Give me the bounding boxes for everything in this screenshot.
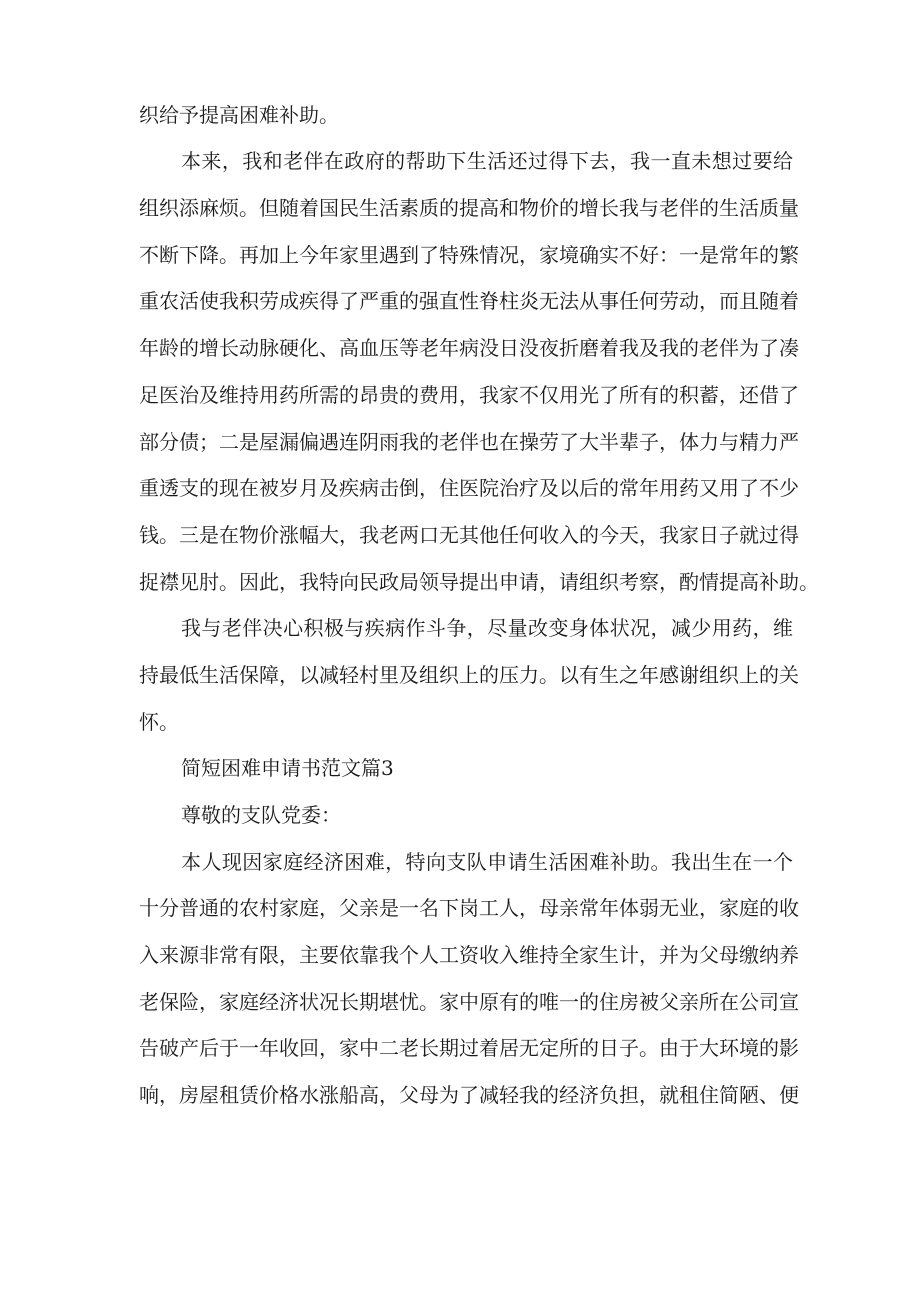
text-line: 钱。三是在物价涨幅大，我老两口无其他任何收入的今天，我家日子就过得 xyxy=(139,523,799,547)
text-line: 持最低生活保障，以减轻村里及组织上的压力。以有生之年感谢组织上的关 xyxy=(139,663,799,687)
salutation: 尊敬的支队党委： xyxy=(181,803,341,827)
text-line: 年龄的增长动脉硬化、高血压等老年病没日没夜折磨着我及我的老伴为了凑 xyxy=(139,336,799,360)
text-line: 足医治及维持用药所需的昂贵的费用，我家不仅用光了所有的积蓄，还借了 xyxy=(139,383,799,407)
paragraph-first-line: 我与老伴决心积极与疾病作斗争，尽量改变身体状况，减少用药，维 xyxy=(181,616,793,640)
text-line: 织给予提高困难补助。 xyxy=(139,103,339,127)
text-line: 不断下降。再加上今年家里遇到了特殊情况，家境确实不好：一是常年的繁 xyxy=(139,243,799,267)
text-line: 十分普通的农村家庭，父亲是一名下岗工人，母亲常年体弱无业，家庭的收 xyxy=(139,896,799,920)
text-line: 怀。 xyxy=(139,710,179,734)
text-line: 重农活使我积劳成疾得了严重的强直性脊柱炎无法从事任何劳动，而且随着 xyxy=(139,289,799,313)
text-line: 告破产后于一年收回，家中二老长期过着居无定所的日子。由于大环境的影 xyxy=(139,1036,799,1060)
text-line: 重透支的现在被岁月及疾病击倒，住医院治疗及以后的常年用药又用了不少 xyxy=(139,476,799,500)
text-line: 部分债；二是屋漏偏遇连阴雨我的老伴也在操劳了大半辈子，体力与精力严 xyxy=(139,430,799,454)
text-line: 老保险，家庭经济状况长期堪忧。家中原有的唯一的住房被父亲所在公司宣 xyxy=(139,990,799,1014)
text-line: 入来源非常有限，主要依靠我个人工资收入维持全家生计，并为父母缴纳养 xyxy=(139,943,799,967)
section-heading: 简短困难申请书范文篇3 xyxy=(181,756,394,780)
paragraph-first-line: 本来，我和老伴在政府的帮助下生活还过得下去，我一直未想过要给 xyxy=(181,149,793,173)
text-line: 捉襟见肘。因此，我特向民政局领导提出申请，请组织考察，酌情提高补助。 xyxy=(139,570,819,594)
text-line: 响，房屋租赁价格水涨船高，父母为了减轻我的经济负担，就租住简陋、便 xyxy=(139,1083,799,1107)
paragraph-first-line: 本人现因家庭经济困难，特向支队申请生活困难补助。我出生在一个 xyxy=(181,850,793,874)
text-line: 组织添麻烦。但随着国民生活素质的提高和物价的增长我与老伴的生活质量 xyxy=(139,196,799,220)
